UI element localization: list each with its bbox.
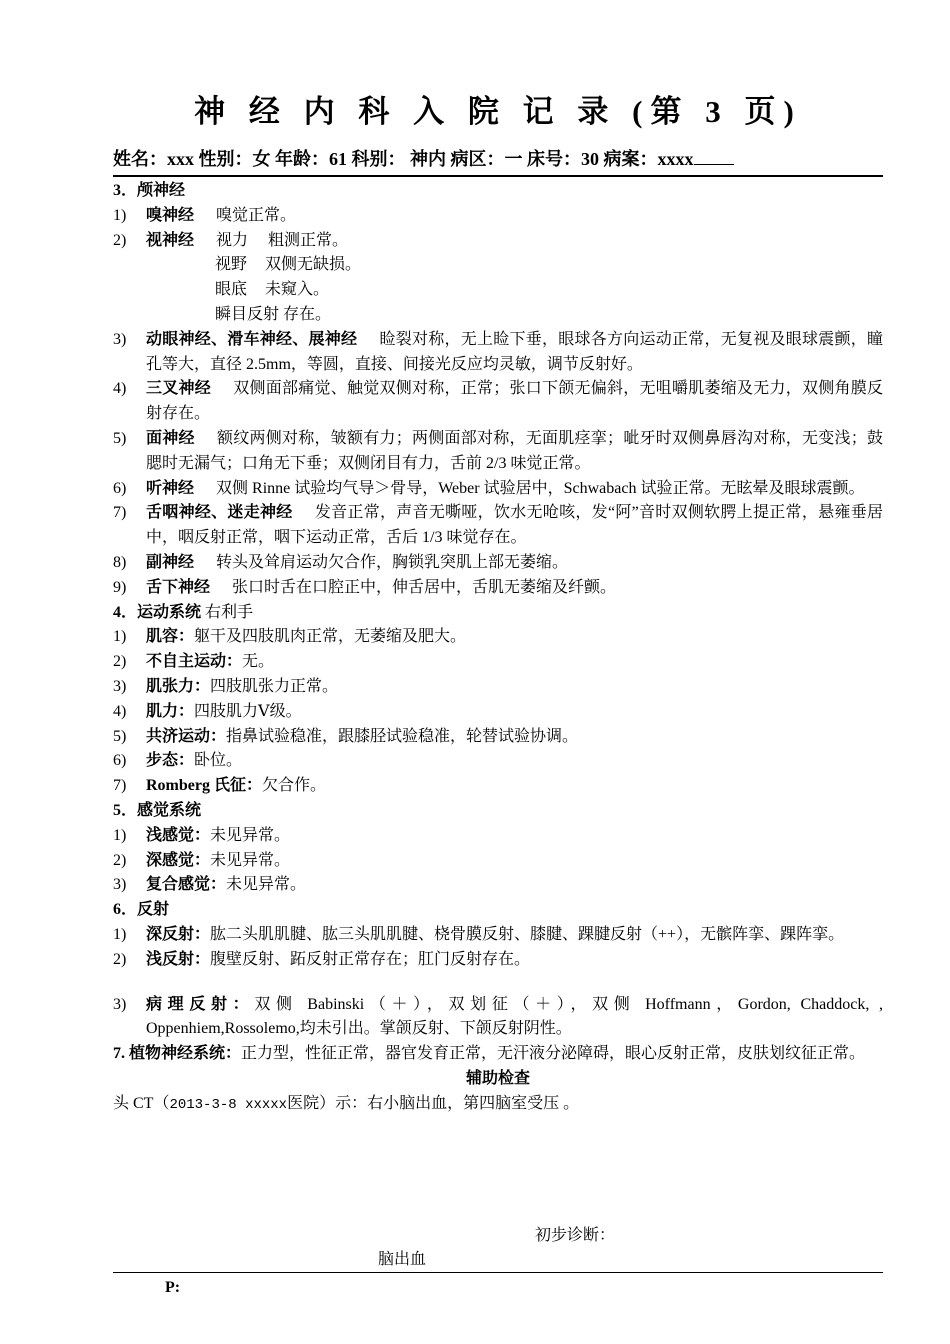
item-label: 复合感觉：	[146, 876, 227, 894]
ct-prefix: 头 CT（	[113, 1094, 170, 1112]
list-item	[113, 948, 883, 973]
item-number: 5)	[113, 429, 127, 447]
sub-text: 未窥入。	[265, 281, 330, 299]
diagnosis-label: 初步诊断：	[535, 1227, 616, 1244]
item-text: 欠合作。	[262, 777, 327, 795]
list-item	[113, 477, 883, 502]
ct-date-hospital: 2013-3-8 xxxxx	[169, 1096, 288, 1113]
item-label: 肌容：	[146, 628, 195, 646]
item-text: 未见异常。	[226, 876, 307, 894]
item-number: 9)	[113, 578, 127, 596]
item-label: 舌下神经	[146, 578, 211, 596]
patient-info-blank	[694, 148, 734, 165]
sub-text: 存在。	[283, 305, 332, 323]
item-number: 4)	[113, 702, 127, 720]
item-number: 2)	[113, 653, 127, 671]
record-body	[113, 179, 883, 1117]
list-item	[113, 749, 883, 774]
handedness: 右利手	[205, 603, 254, 621]
item-number: 5)	[113, 727, 127, 745]
item-label: 浅感觉：	[146, 826, 211, 844]
item-text: 睑裂对称，无上睑下垂，眼球各方向运动正常，无复视及眼球震颤，瞳孔等大，直径 2.5mm，等圆，直接、间接光反应均灵敏，调节反射好。	[146, 330, 883, 373]
item-text: 指鼻试验稳准，跟膝胫试验稳准，轮替试验协调。	[226, 727, 579, 745]
item-label: 深感觉：	[146, 851, 211, 869]
item-number: 7)	[113, 504, 127, 522]
item-number: 1)	[113, 628, 127, 646]
patient-info-text: 姓名：xxx 性别：女 年龄：61 科别： 神内 病区：一 床号：30 病案：xxxx	[113, 149, 694, 169]
item-text: 发音正常，声音无嘶哑，饮水无呛咳，发“阿”音时双侧软腭上提正常，悬雍垂居中，咽反射正常，咽下运动正常，舌后 1/3 味觉存在。	[146, 504, 883, 547]
item-label: 病理反射：	[146, 995, 255, 1013]
item-label: 动眼神经、滑车神经、展神经	[146, 330, 358, 348]
page-title: 神 经 内 科 入 院 记 录 (第 3 页)	[194, 94, 802, 129]
item-number: 1)	[113, 925, 127, 943]
list-item	[113, 229, 883, 254]
list-item	[113, 675, 883, 700]
item-label: 肌力：	[146, 702, 195, 720]
list-item	[113, 501, 883, 551]
item-number: 3)	[113, 876, 127, 894]
item-text: 嗅觉正常。	[216, 206, 297, 224]
list-item	[113, 625, 883, 650]
item-number: 2)	[113, 950, 127, 968]
item-number: 4)	[113, 380, 127, 398]
item-text: 双侧 Rinne 试验均气导＞骨导，Weber 试验居中，Schwabach 试验正常。无眩晕及眼球震颤。	[216, 479, 865, 497]
item-text: 腹壁反射、跖反射正常存在；肛门反射存在。	[210, 950, 531, 968]
patient-info-line	[113, 145, 883, 171]
item-label: Romberg 氏征：	[146, 777, 262, 795]
item-label: 三叉神经	[146, 380, 211, 398]
item-label: 舌咽神经、迷走神经	[146, 504, 293, 522]
item-label: 步态：	[146, 752, 195, 770]
item-number: 8)	[113, 553, 127, 571]
item-text: 视力 粗测正常。	[216, 231, 349, 249]
list-item	[113, 204, 883, 229]
sub-label: 眼底	[215, 281, 248, 299]
list-item	[113, 824, 883, 849]
item-text: 无。	[242, 653, 275, 671]
optic-sub-line	[113, 253, 883, 278]
item-text: 未见异常。	[210, 826, 291, 844]
list-item	[113, 427, 883, 477]
item-label: 听神经	[146, 479, 195, 497]
item-label: 不自主运动：	[146, 653, 243, 671]
list-item	[113, 551, 883, 576]
item-number: 2)	[113, 851, 127, 869]
optic-sub-line	[113, 278, 883, 303]
plan-label: P:	[165, 1279, 181, 1296]
list-item	[113, 576, 883, 601]
ct-finding: 医院）示：右小脑出血，第四脑室受压 。	[287, 1094, 580, 1112]
item-text: 张口时舌在口腔正中，伸舌居中，舌肌无萎缩及纤颤。	[232, 578, 617, 596]
item-text: 卧位。	[194, 752, 243, 770]
item-label: 浅反射：	[146, 950, 211, 968]
diagnosis-value: 脑出血	[378, 1251, 427, 1268]
sub-label: 视野	[215, 256, 248, 274]
item-text: 双侧面部痛觉、触觉双侧对称，正常；张口下颌无偏斜，无咀嚼肌萎缩及无力，双侧角膜反射存在。	[146, 380, 883, 423]
item-number: 3)	[113, 330, 127, 348]
footer-divider	[113, 1272, 883, 1273]
list-item	[113, 774, 883, 799]
list-item	[113, 993, 883, 1043]
item-text: 四肢肌力Ⅴ级。	[194, 702, 302, 720]
list-item	[113, 650, 883, 675]
spacer	[113, 973, 883, 993]
list-item	[113, 873, 883, 898]
header-divider	[113, 175, 883, 177]
item-label: 副神经	[146, 553, 195, 571]
item-text: 肱二头肌肌腱、肱三头肌肌腱、桡骨膜反射、膝腱、踝腱反射（++），无髌阵挛、踝阵挛。	[210, 925, 845, 943]
section-heading-sensory: 5．感觉系统	[113, 801, 202, 819]
item-label: 视神经	[146, 231, 195, 249]
item-number: 6)	[113, 752, 127, 770]
section-heading-text: 4．运动系统	[113, 603, 202, 621]
aux-exam-heading: 辅助检查	[465, 1069, 530, 1087]
item-text: 躯干及四肢肌肉正常，无萎缩及肥大。	[194, 628, 467, 646]
item-label: 嗅神经	[146, 206, 195, 224]
item-number: 7)	[113, 777, 127, 795]
section-heading-cranial-nerves: 3．颅神经	[113, 182, 186, 199]
item-number: 3)	[113, 677, 127, 695]
item-number: 3)	[113, 995, 127, 1013]
item-label: 深反射：	[146, 925, 211, 943]
section-autonomic	[113, 1042, 883, 1067]
list-item	[113, 725, 883, 750]
sub-label: 瞬目反射	[215, 305, 280, 323]
item-number: 2)	[113, 231, 127, 249]
item-number: 1)	[113, 826, 127, 844]
section-heading-reflexes: 6．反射	[113, 901, 170, 919]
item-label: 共济运动：	[146, 727, 227, 745]
item-text: 额纹两侧对称，皱额有力；两侧面部对称，无面肌痉挛；呲牙时双侧鼻唇沟对称，无变浅；鼓腮时无漏气；口角无下垂；双侧闭目有力，舌前 2/3 味觉正常。	[146, 429, 883, 472]
item-number: 6)	[113, 479, 127, 497]
item-text: 四肢肌张力正常。	[210, 677, 339, 695]
item-text: 双侧 Babinski（＋），双划征（＋），双侧 Hoffmann，Gordon, Chaddock, , Oppenhiem,Rossolemo,均未引出。掌颌反射、下颌反射阴性。	[146, 995, 883, 1038]
sub-text: 双侧无缺损。	[265, 256, 362, 274]
ct-result	[113, 1092, 883, 1118]
item-text: 未见异常。	[210, 851, 291, 869]
list-item	[113, 377, 883, 427]
list-item	[113, 923, 883, 948]
section-heading-autonomic: 7. 植物神经系统：	[113, 1045, 242, 1063]
list-item	[113, 700, 883, 725]
optic-sub-line	[113, 303, 883, 328]
list-item	[113, 849, 883, 874]
item-number: 1)	[113, 206, 127, 224]
item-text: 转头及耸肩运动欠合作，胸锁乳突肌上部无萎缩。	[216, 553, 569, 571]
list-item	[113, 328, 883, 378]
item-label: 肌张力：	[146, 677, 211, 695]
item-label: 面神经	[146, 429, 195, 447]
section-heading-motor	[113, 601, 883, 626]
section-text: 正力型，性征正常，器官发育正常，无汗液分泌障碍，眼心反射正常，皮肤划纹征正常。	[241, 1045, 866, 1063]
